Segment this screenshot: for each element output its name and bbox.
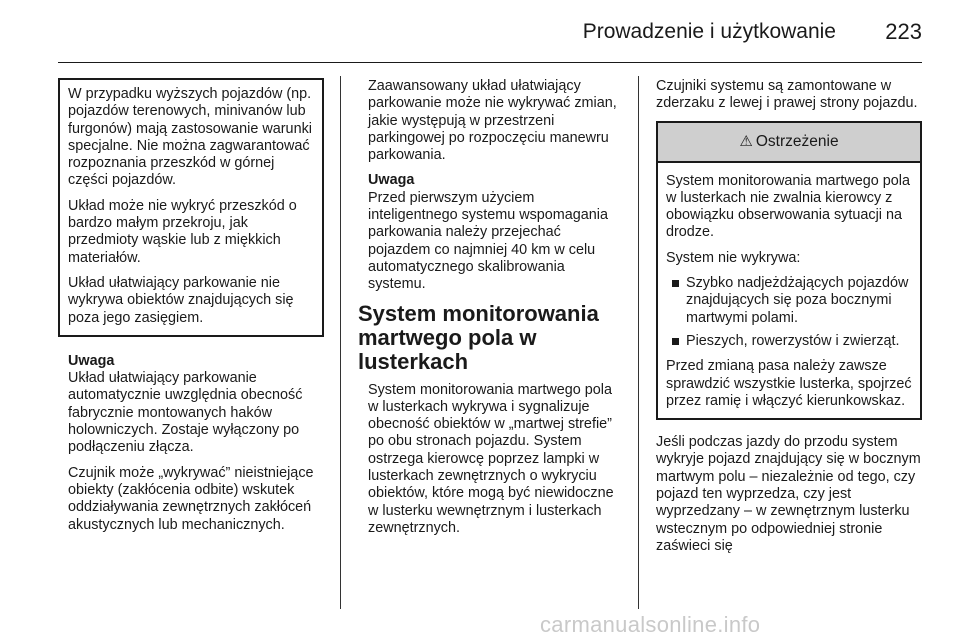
- box-paragraph: W przypadku wyższych pojazdów (np. pojazdów terenowych, minivanów lub furgonów) mają zastosowanie warunki specjalne. Nie można zagwarantować rozpoznania przeszkód w górnej części pojazdów.: [68, 86, 312, 189]
- notice-box: [58, 78, 324, 337]
- list-item: Szybko nadjeżdżających pojazdów znajdujących się poza bocznymi martwymi polami.: [666, 275, 912, 327]
- column-divider-1: [340, 76, 341, 609]
- warning-triangle-icon: ⚠: [739, 132, 753, 150]
- page-title: Prowadzenie i użytkowanie: [582, 20, 836, 43]
- page-header: [58, 0, 922, 63]
- page-number: 223: [885, 19, 922, 44]
- column-3: [656, 78, 922, 563]
- column-divider-2: [638, 76, 639, 609]
- warning-title: Ostrzeżenie: [755, 132, 839, 150]
- warning-paragraph: Przed zmianą pasa należy zawsze sprawdzić wszystkie lusterka, spojrzeć przez ramię i włączyć kierunkowskaz.: [666, 358, 912, 409]
- bullet-square-icon: [672, 338, 679, 345]
- paragraph: System monitorowania martwego pola w lusterkach wykrywa i sygnalizuje obecność obiektów w „martwej strefie” po obu stronach pojazdu. System ostrzega kierowcę poprzez lampki w lusterkach zewnętrznych o wykryciu obiektów, które mogą być niewidoczne w lusterku wewnętrznym i lusterkach zewnętrznych.: [368, 381, 614, 536]
- list-item: Pieszych, rowerzystów i zwierząt.: [666, 333, 912, 350]
- paragraph: Czujnik może „wykrywać” nieistniejące obiekty (zakłócenia odbite) wskutek oddziaływania zewnętrznych zakłóceń akustycznych lub mechanicznych.: [68, 464, 314, 533]
- warning-paragraph: System nie wykrywa:: [666, 249, 801, 266]
- warning-box: [656, 121, 922, 421]
- watermark: carmanualsonline.info: [540, 612, 761, 637]
- warning-bullet-list: [666, 275, 912, 350]
- note-text: Układ ułatwiający parkowanie automatycznie uwzględnia obecność fabrycznie montowanych haków holowniczych. Zostaje wyłączony po podłączeniu złącza.: [68, 370, 303, 456]
- bullet-square-icon: [672, 280, 679, 287]
- paragraph: Jeśli podczas jazdy do przodu system wykryje pojazd znajdujący się w bocznym martwym polu – niezależnie od tego, czy pojazd ten wyprzedza, czy jest wyprzedzany – w zewnętrznym lusterku wstecznym po odpowiedniej stronie zaświeci się: [656, 434, 921, 554]
- section-heading: System monitorowania martwego pola w lusterkach: [358, 300, 599, 374]
- column-1: [58, 78, 324, 542]
- box-paragraph: Układ ułatwiający parkowanie nie wykrywa obiektów znajdujących się poza jego zasięgiem.: [68, 274, 294, 326]
- note-title: Uwaga: [368, 172, 415, 189]
- warning-paragraph: System monitorowania martwego pola w lusterkach nie zwalnia kierowcy z obowiązku obserwowania sytuacji na drodze.: [666, 172, 910, 241]
- note-text: Przed pierwszym użyciem inteligentnego systemu wspomagania parkowania należy przejechać pojazdem co najmniej 40 km w celu automatycznego skalibrowania systemu.: [368, 189, 608, 293]
- paragraph: Czujniki systemu są zamontowane w zderzaku z lewej i prawej strony pojazdu.: [656, 78, 918, 112]
- note-title: Uwaga: [68, 352, 115, 369]
- warning-header: [658, 123, 920, 163]
- column-2: [358, 78, 624, 545]
- box-paragraph: Układ może nie wykryć przeszkód o bardzo małym przekroju, jak przedmioty wąskie lub z miękkich materiałów.: [68, 197, 297, 266]
- paragraph: Zaawansowany układ ułatwiający parkowanie może nie wykrywać zmian, jakie występują w przestrzeni parkingowej po rozpoczęciu manewru parkowania.: [368, 78, 617, 164]
